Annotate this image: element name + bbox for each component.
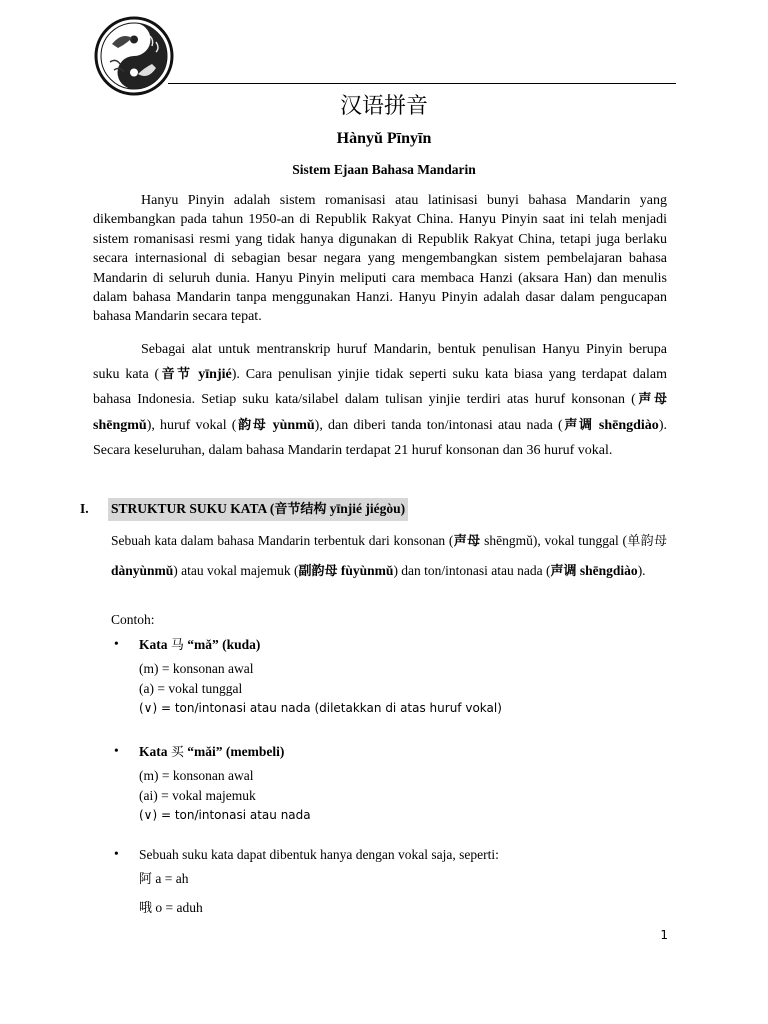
intro-paragraph-2: Sebagai alat untuk mentranskrip huruf Mandarin, bentuk penulisan Hanyu Pinyin berupa suku kata (音节 yīnjié). Cara penulisan yinjie tidak seperti suku kata biasa yang terdapat dalam bahasa Indonesia. Setiap suku kata/silabel dalam tulisan yinjie terdiri atas huruf konsonan (声母 shēngmǔ), huruf vokal (韵母 yùnmǔ), dan diberi tanda ton/intonasi atau nada (声调 shēngdiào). Secara keseluruhan, dalam bahasa Mandarin terdapat 21 huruf konsonan dan 36 huruf vokal. <box>93 342 667 458</box>
title-chinese: 汉语拼音 <box>339 94 428 119</box>
list-item: (m) = konsonan awal <box>139 768 254 783</box>
section-heading: STRUKTUR SUKU KATA (音节结构 yīnjié jiégòu) <box>108 498 408 521</box>
bullet-heading: Kata 马 “mǎ” (kuda) <box>139 637 261 653</box>
page-number: 1 <box>660 928 668 942</box>
section-paragraph: Sebuah kata dalam bahasa Mandarin terbentuk dari konsonan (声母 shēngmǔ), vokal tunggal (单韵母 dànyùnmǔ) atau vokal majemuk (副韵母 fùyùnmǔ) dan ton/intonasi atau nada (声调 shēngdiào). <box>111 533 667 579</box>
bullet-text: Sebuah suku kata dapat dibentuk hanya dengan vokal saja, seperti: <box>139 847 499 862</box>
bullet-heading: Kata 买 “mǎi” (membeli) <box>139 744 285 760</box>
title-pinyin: Hànyǔ Pīnyīn <box>336 130 432 147</box>
bullet-dot: • <box>114 743 119 758</box>
list-item: (∨) = ton/intonasi atau nada <box>139 808 311 822</box>
bullet-dot: • <box>114 846 119 861</box>
section-number: I. <box>80 501 89 516</box>
list-item: (a) = vokal tunggal <box>139 681 243 696</box>
dragon-yin-yang-icon <box>92 14 176 98</box>
list-item: 哦 o = aduh <box>139 900 203 916</box>
list-item: (m) = konsonan awal <box>139 661 254 676</box>
list-item: (∨) = ton/intonasi atau nada (diletakkan di atas huruf vokal) <box>139 701 502 715</box>
intro-paragraph-1: Hanyu Pinyin adalah sistem romanisasi atau latinisasi bunyi bahasa Mandarin yang dikembangkan pada tahun 1950-an di Republik Rakyat China. Hanyu Pinyin saat ini telah menjadi sistem romanisasi resmi yang tidak hanya digunakan di Republik Rakyat China, tetapi juga berlaku secara internasional di sebagian besar negara yang mengembangkan sistem pembelajaran bahasa Mandarin di seluruh dunia. Hanyu Pinyin meliputi cara membaca Hanzi (aksara Han) dan menulis dalam bahasa Mandarin tanpa menggunakan Hanzi. Hanyu Pinyin adalah dasar dalam pengucapan bahasa Mandarin secara tepat. <box>93 193 667 325</box>
contoh-label: Contoh: <box>111 612 155 627</box>
bullet-dot: • <box>114 636 119 651</box>
list-item: 阿 a = ah <box>139 871 189 887</box>
subtitle: Sistem Ejaan Bahasa Mandarin <box>292 162 476 177</box>
list-item: (ai) = vokal majemuk <box>139 788 256 803</box>
header-rule <box>168 83 676 84</box>
